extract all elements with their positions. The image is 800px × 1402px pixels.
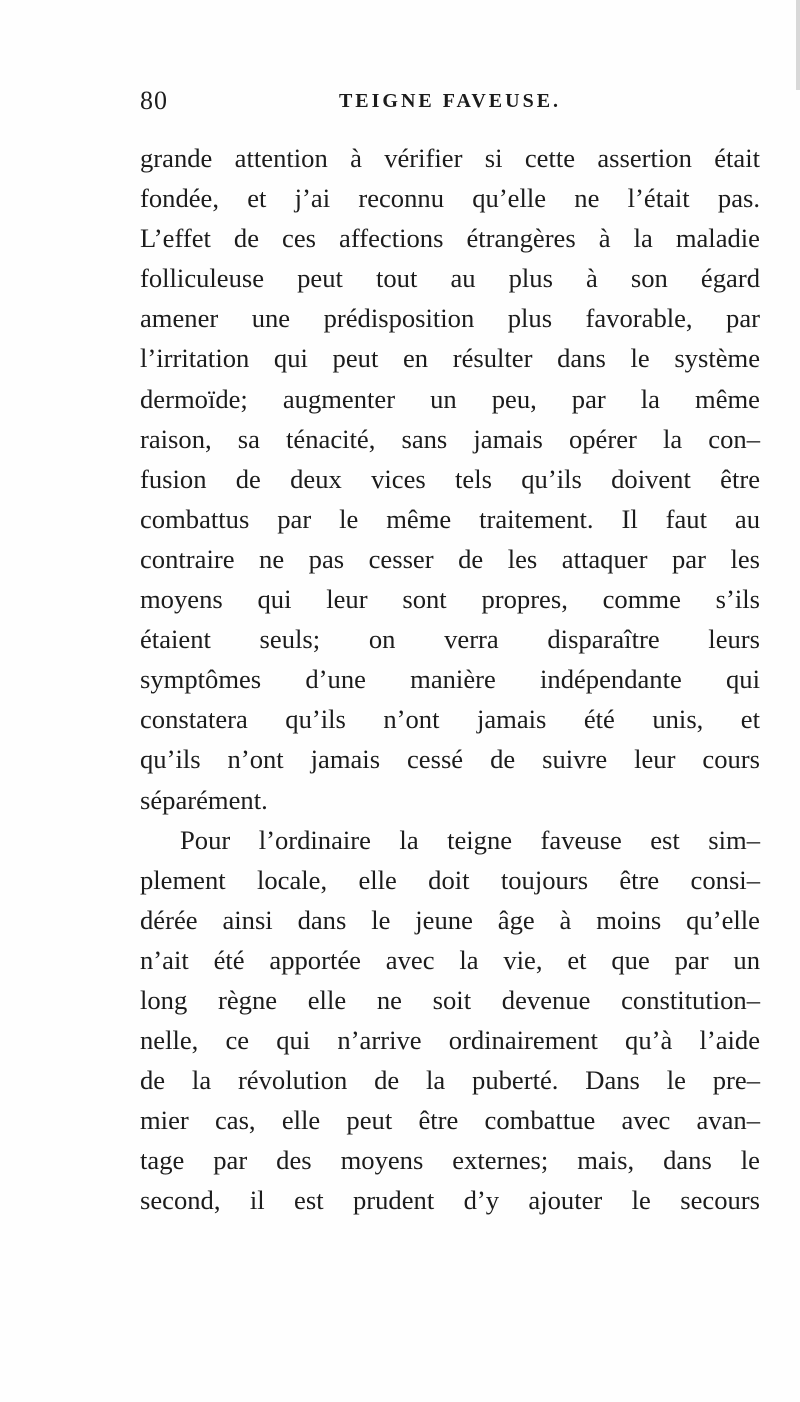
text-line: long règne elle ne soit devenue constitution– bbox=[140, 984, 760, 1015]
text-line: folliculeuse peut tout au plus à son égard bbox=[140, 263, 760, 294]
text-line: l’irritation qui peut en résulter dans le système bbox=[140, 343, 760, 374]
text-line: qu’ils n’ont jamais cessé de suivre leur cours bbox=[140, 744, 760, 775]
paragraph-start-line: Pour l’ordinaire la teigne faveuse est sim– bbox=[180, 824, 760, 855]
text-line: fusion de deux vices tels qu’ils doivent être bbox=[140, 463, 760, 494]
text-line: amener une prédisposition plus favorable, par bbox=[140, 303, 760, 334]
text-line: nelle, ce qui n’arrive ordinairement qu’à l’aide bbox=[140, 1025, 760, 1056]
text-line: symptômes d’une manière indépendante qui bbox=[140, 664, 760, 695]
text-line: dermoïde; augmenter un peu, par la même bbox=[140, 383, 760, 414]
text-line: plement locale, elle doit toujours être consi– bbox=[140, 864, 760, 895]
page-number: 80 bbox=[140, 86, 168, 115]
text-line: dérée ainsi dans le jeune âge à moins qu’elle bbox=[140, 904, 760, 935]
body-text bbox=[140, 138, 760, 1221]
text-line: constatera qu’ils n’ont jamais été unis, et bbox=[140, 704, 760, 735]
text-line: grande attention à vérifier si cette assertion était bbox=[140, 143, 760, 173]
text-line: combattus par le même traitement. Il faut au bbox=[140, 503, 760, 534]
text-line: raison, sa ténacité, sans jamais opérer la con– bbox=[140, 423, 760, 454]
page-header bbox=[140, 82, 760, 122]
text-line: second, il est prudent d’y ajouter le secours bbox=[140, 1185, 760, 1216]
page-edge-shadow bbox=[796, 0, 800, 90]
text-line: moyens qui leur sont propres, comme s’ils bbox=[140, 584, 760, 615]
text-line: L’effet de ces affections étrangères à la maladie bbox=[140, 223, 760, 254]
paragraph-end-line: séparément. bbox=[140, 784, 268, 815]
text-line: fondée, et j’ai reconnu qu’elle ne l’était pas. bbox=[140, 183, 760, 214]
text-line: étaient seuls; on verra disparaître leurs bbox=[140, 624, 760, 655]
text-line: tage par des moyens externes; mais, dans le bbox=[140, 1145, 760, 1176]
text-line: de la révolution de la puberté. Dans le pre– bbox=[140, 1065, 760, 1096]
running-head: TEIGNE FAVEUSE. bbox=[338, 90, 562, 112]
text-line: mier cas, elle peut être combattue avec avan– bbox=[140, 1105, 760, 1136]
text-line: contraire ne pas cesser de les attaquer par les bbox=[140, 543, 760, 574]
text-line: n’ait été apportée avec la vie, et que par un bbox=[140, 944, 760, 975]
